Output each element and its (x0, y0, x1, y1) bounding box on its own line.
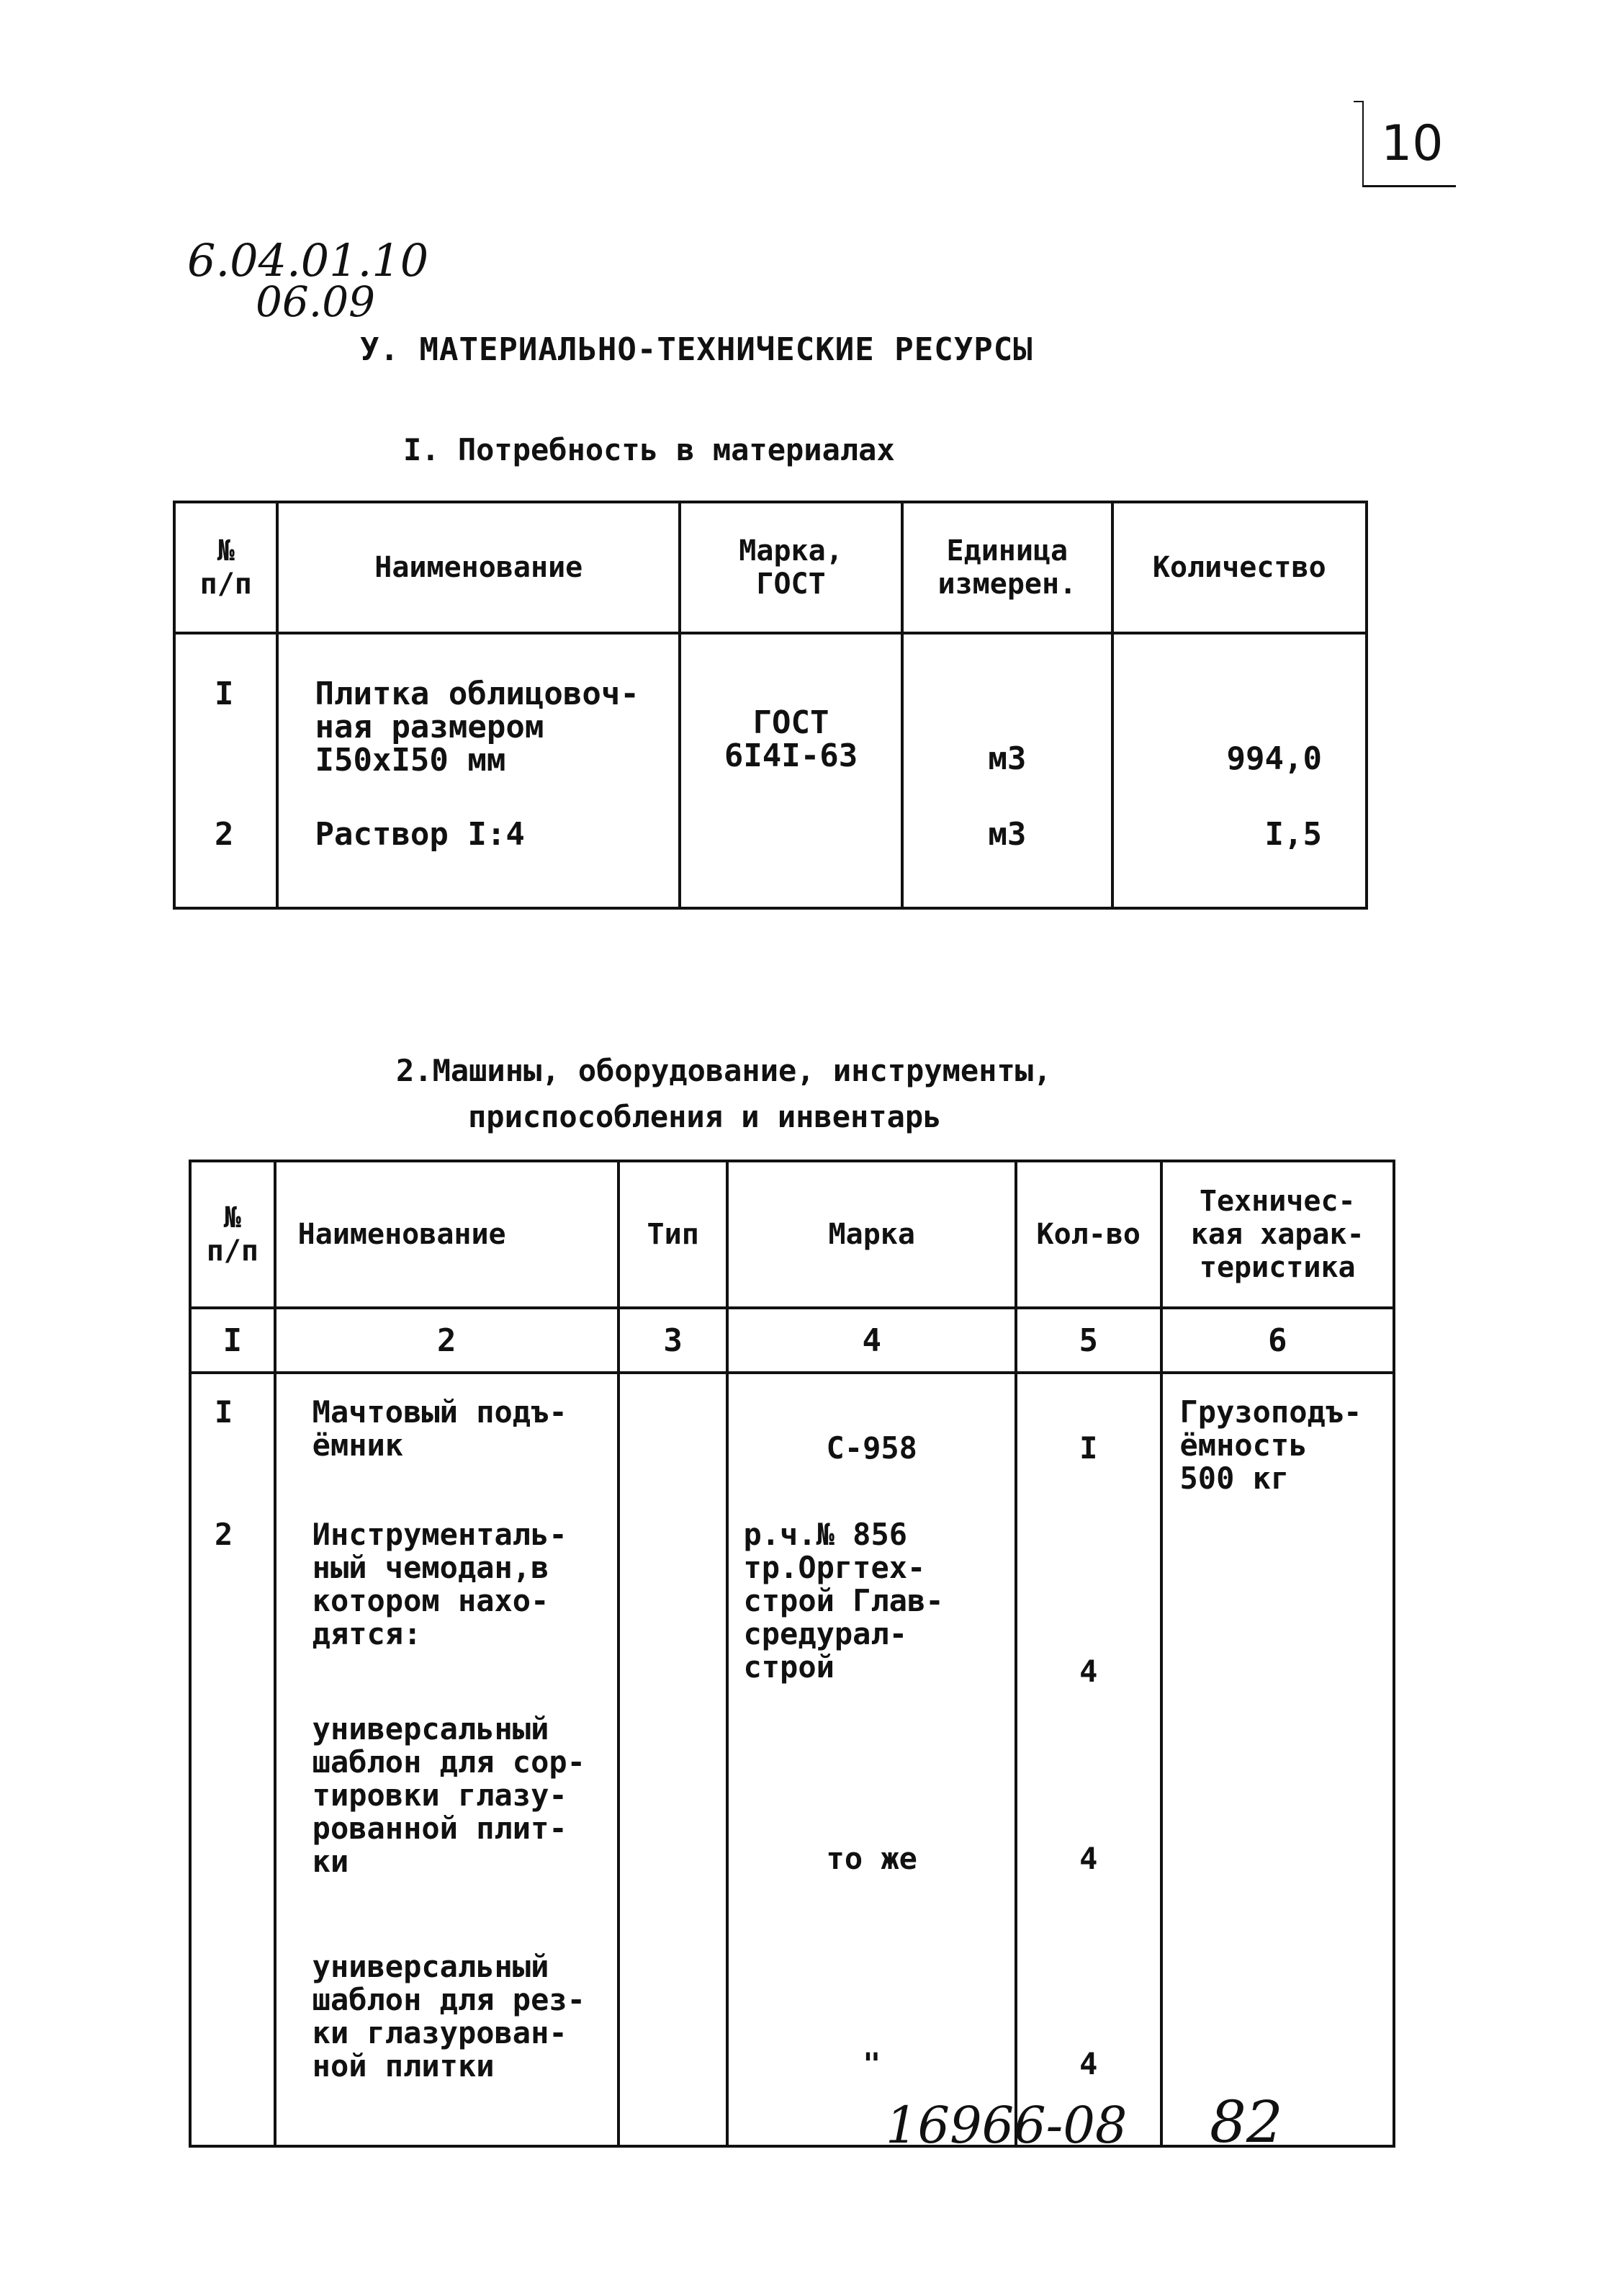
footer-page: 82 (1210, 2089, 1283, 2156)
t1-row1-name-line2: ная размером (315, 709, 544, 745)
t2-header-num-line2: п/п (206, 1234, 258, 1268)
t2-row2-name-line3: котором нахо- (312, 1583, 549, 1618)
t2-row1-tech-line3: 500 кг (1179, 1461, 1290, 1496)
t2-row3-name (312, 1713, 585, 1878)
t2-row3-name-line1: универсальный (312, 1711, 549, 1746)
header-mark (680, 502, 902, 633)
t2-row4-name-line1: универсальный (312, 1949, 549, 1984)
t2-row1-tech-line1: Грузоподъ- (1179, 1394, 1362, 1430)
t1-row1-mark (681, 704, 901, 774)
header-num-line2: п/п (199, 568, 252, 601)
t2-col-name (275, 1373, 618, 2146)
t1-row1-num: I (215, 676, 234, 712)
t2-col-type (618, 1373, 728, 2146)
t1-col-name (277, 633, 680, 908)
t1-row1-qty: 994,0 (1226, 740, 1322, 777)
table2-title (396, 1048, 1188, 1140)
t2-row4-qty: 4 (1079, 2046, 1098, 2081)
t1-row1-unit: м3 (988, 740, 1027, 777)
t2-row4-name-line2: шаблон для рез- (312, 1982, 585, 2017)
materials-table (173, 501, 1368, 910)
t2-colnum-2: 2 (275, 1308, 618, 1373)
t1-row1-mark-line2: 6I4I-63 (724, 737, 858, 774)
table2-title-line2: приспособления и инвентарь (468, 1099, 942, 1134)
t1-row2-name: Раствор I:4 (315, 816, 525, 853)
t2-row3-name-line5: ки (312, 1844, 349, 1879)
t2-header-mark: Марка (727, 1161, 1016, 1308)
t2-row1-name-line1: Мачтовый подъ- (312, 1394, 567, 1430)
page-number-box (1346, 101, 1454, 187)
t1-row1-mark-line1: ГОСТ (752, 704, 829, 741)
header-num (174, 502, 277, 633)
header-num-line1: № (217, 534, 235, 568)
header-mark-line1: Марка, (739, 534, 843, 568)
t2-colnum-5: 5 (1016, 1308, 1161, 1373)
t2-row3-name-line4: рованной плит- (312, 1811, 567, 1846)
t2-row2-mark-line4: средурал- (743, 1616, 908, 1651)
t2-row1-num: I (215, 1394, 233, 1430)
t2-row4-name (312, 1950, 585, 2083)
t2-colnum-3: 3 (618, 1308, 728, 1373)
t2-row2-mark-line3: строй Глав- (743, 1583, 944, 1618)
t2-row3-mark: то же (826, 1841, 917, 1876)
t1-row1-name-line1: Плитка облицовоч- (315, 676, 639, 712)
handwritten-code-line2: 06.09 (256, 277, 376, 326)
t2-row4-name-line3: ки глазурован- (312, 2015, 567, 2050)
t2-row4-name-line4: ной плитки (312, 2048, 495, 2084)
t2-row3-name-line2: шаблон для сор- (312, 1744, 585, 1780)
handwritten-code-line1: 6.04.01.10 (187, 234, 429, 287)
t2-row1-name-line2: ёмник (312, 1427, 404, 1463)
header-mark-line2: ГОСТ (756, 568, 826, 601)
t2-row2-mark-line5: строй (743, 1649, 835, 1685)
t2-row2-mark-line2: тр.Оргтех- (743, 1550, 926, 1585)
t2-header-num-line1: № (223, 1201, 241, 1234)
header-qty: Количество (1112, 502, 1367, 633)
t1-row1-name-line3: I50xI50 мм (315, 742, 506, 779)
t2-header-tech (1161, 1161, 1395, 1308)
t2-col-mark (727, 1373, 1016, 2146)
t2-col-qty (1016, 1373, 1161, 2146)
t2-row3-qty: 4 (1079, 1841, 1098, 1876)
header-unit-line2: измерен. (937, 568, 1077, 601)
t1-col-mark (680, 633, 902, 908)
equipment-table (189, 1160, 1395, 2148)
t2-header-name: Наименование (275, 1161, 618, 1308)
t2-header-qty: Кол-во (1016, 1161, 1161, 1308)
t2-row2-name-line4: дятся: (312, 1616, 422, 1651)
t2-header-tech-line3: теристика (1199, 1251, 1356, 1284)
t2-row1-qty: I (1079, 1430, 1098, 1466)
t2-row2-name (312, 1518, 567, 1651)
t2-row2-mark (743, 1518, 943, 1684)
t1-col-qty (1112, 633, 1367, 908)
t2-colnum-1: I (190, 1308, 275, 1373)
t2-row2-num: 2 (215, 1517, 233, 1552)
header-unit-line1: Единица (946, 534, 1069, 568)
t2-header-tech-line2: кая харак- (1190, 1218, 1364, 1251)
t2-colnum-6: 6 (1161, 1308, 1395, 1373)
t2-colnum-4: 4 (727, 1308, 1016, 1373)
t2-row1-mark: С-958 (826, 1430, 917, 1466)
t2-row2-mark-line1: р.ч.№ 856 (743, 1517, 908, 1552)
footer-code: 16966-08 (886, 2096, 1128, 2155)
t1-row2-qty: I,5 (1264, 816, 1322, 853)
header-name: Наименование (277, 502, 680, 633)
t1-row1-name (315, 678, 639, 777)
t2-row2-qty: 4 (1079, 1654, 1098, 1689)
t1-col-num (174, 633, 277, 908)
t2-header-num (190, 1161, 275, 1308)
table1-title: I. Потребность в материалах (403, 432, 895, 467)
section-title: У. МАТЕРИАЛЬНО-ТЕХНИЧЕСКИЕ РЕСУРСЫ (360, 331, 1033, 368)
page-number: 10 (1381, 115, 1444, 172)
t2-col-num (190, 1373, 275, 2146)
t1-row2-num: 2 (215, 816, 234, 853)
t1-row2-unit: м3 (988, 816, 1027, 853)
t2-row1-name (312, 1396, 567, 1462)
t1-col-unit (902, 633, 1112, 908)
t2-header-type: Тип (618, 1161, 728, 1308)
t2-header-tech-line1: Техничес- (1199, 1185, 1356, 1218)
header-unit (902, 502, 1112, 633)
t2-row3-name-line3: тировки глазу- (312, 1777, 567, 1813)
t2-row4-mark: " (863, 2046, 881, 2081)
t2-row1-tech (1180, 1396, 1362, 1495)
t2-row1-tech-line2: ёмность (1179, 1427, 1308, 1463)
t2-row2-name-line2: ный чемодан,в (312, 1550, 549, 1585)
t2-col-tech (1161, 1373, 1395, 2146)
t2-row2-name-line1: Инструменталь- (312, 1517, 567, 1552)
table2-title-line1: 2.Машины, оборудование, инструменты, (396, 1053, 1052, 1088)
